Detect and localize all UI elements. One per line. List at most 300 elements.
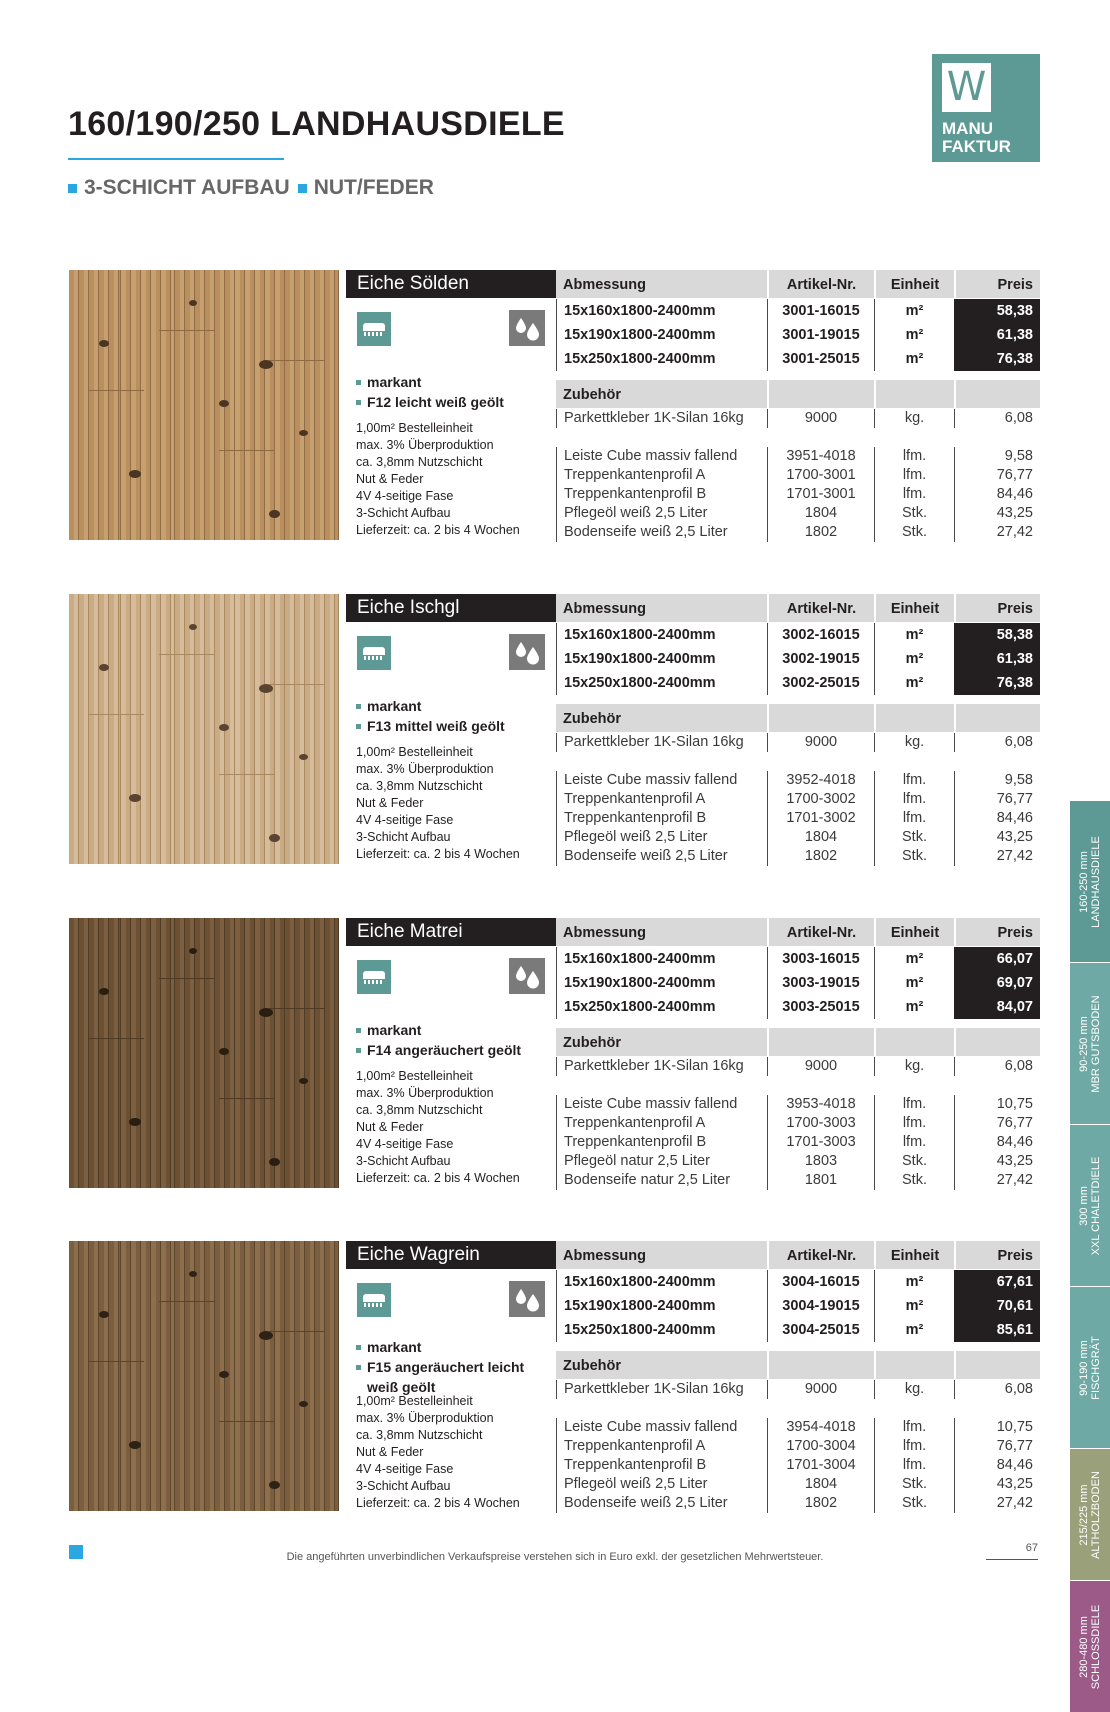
- accessory-name-cell: Pflegeöl weiß 2,5 Liter: [556, 1475, 767, 1494]
- col-price-header: Preis: [954, 918, 1040, 946]
- drop-shape: [516, 642, 526, 657]
- dimension-row: [556, 323, 1040, 347]
- dimension-row: [556, 995, 1040, 1019]
- accessories-header: [556, 1351, 1040, 1379]
- sidetab-mbr-gutsboden[interactable]: [1070, 962, 1110, 1124]
- brush-bristles: [364, 332, 384, 336]
- sidetab-title: ALTHOLZBODEN: [1090, 1470, 1102, 1559]
- accessory-row: [556, 409, 1040, 428]
- accessory-article-cell: 1701-3003: [767, 1133, 874, 1152]
- accessory-row: [556, 1095, 1040, 1114]
- accessory-unit-cell: lfm.: [874, 1095, 954, 1114]
- plank-seam: [219, 1421, 274, 1422]
- accessory-row: [556, 485, 1040, 504]
- wood-knot: [99, 664, 109, 671]
- unit-cell: m²: [874, 623, 954, 647]
- accessory-name-cell: Leiste Cube massiv fallend: [556, 771, 767, 790]
- drops-svg: [509, 310, 545, 346]
- product-specs: [356, 744, 556, 863]
- spec-line: max. 3% Überproduktion: [356, 1086, 494, 1100]
- accessory-price-cell: 84,46: [954, 1456, 1040, 1475]
- wood-plank: [121, 270, 175, 540]
- accessory-article-cell: 9000: [767, 733, 874, 752]
- drop-shape: [516, 318, 526, 333]
- wood-knot: [259, 1331, 273, 1340]
- spec-line: ca. 3,8mm Nutzschicht: [356, 1428, 483, 1442]
- accessory-article-cell: 3954-4018: [767, 1418, 874, 1437]
- unit-cell: m²: [874, 347, 954, 371]
- col-dimension-header: Abmessung: [563, 1248, 646, 1264]
- price-cell: 61,38: [954, 323, 1040, 347]
- accessory-price-cell: 76,77: [954, 1437, 1040, 1456]
- accessory-unit-cell: Stk.: [874, 1152, 954, 1171]
- page-subtitle: [68, 176, 434, 200]
- accessories-blank: [874, 1351, 954, 1379]
- accessories-label: Zubehör: [563, 1035, 621, 1051]
- accessory-price-cell: 43,25: [954, 504, 1040, 523]
- table-header: [556, 270, 1040, 298]
- spec-line: Lieferzeit: ca. 2 bis 4 Wochen: [356, 523, 520, 537]
- accessory-article-cell: 1804: [767, 504, 874, 523]
- col-unit-header: Einheit: [874, 270, 954, 298]
- wood-knot: [269, 834, 280, 842]
- sidetab-xxl-chaletdiele[interactable]: [1070, 1124, 1110, 1286]
- accessory-row: [556, 1114, 1040, 1133]
- unit-cell: m²: [874, 947, 954, 971]
- page-title: 160/190/250 LANDHAUSDIELE: [68, 105, 565, 143]
- price-cell: 84,07: [954, 995, 1040, 1019]
- price-cell: 61,38: [954, 647, 1040, 671]
- plank-seam: [219, 774, 274, 775]
- accessory-name-cell: Treppenkantenprofil B: [556, 485, 767, 504]
- article-cell: 3001-25015: [767, 347, 874, 371]
- spec-line: 1,00m² Bestelleinheit: [356, 421, 473, 435]
- product-specs: [356, 1393, 556, 1512]
- accessory-price-cell: 10,75: [954, 1095, 1040, 1114]
- page-number: 67: [1025, 1542, 1038, 1554]
- product-block: [69, 918, 1040, 1190]
- dimension-cell: 15x160x1800-2400mm: [556, 1270, 767, 1294]
- spec-line: Nut & Feder: [356, 1445, 424, 1459]
- accessory-name-cell: Treppenkantenprofil A: [556, 790, 767, 809]
- article-cell: 3003-16015: [767, 947, 874, 971]
- col-dimension-header: Abmessung: [563, 925, 646, 941]
- col-price-header: Preis: [954, 270, 1040, 298]
- accessory-name-cell: Parkettkleber 1K-Silan 16kg: [556, 1380, 767, 1399]
- unit-cell: m²: [874, 671, 954, 695]
- wood-plank: [69, 918, 121, 1188]
- sidetab-label: [1078, 1604, 1102, 1688]
- accessory-price-cell: 43,25: [954, 1152, 1040, 1171]
- col-unit-header: Einheit: [874, 918, 954, 946]
- drop-shape: [527, 1294, 539, 1312]
- accessory-name-cell: Treppenkantenprofil B: [556, 1456, 767, 1475]
- article-cell: 3003-19015: [767, 971, 874, 995]
- product-features: [356, 1020, 556, 1060]
- col-price-header: Preis: [954, 1241, 1040, 1269]
- oil-drops-icon: [509, 1281, 545, 1317]
- accessory-row: [556, 1418, 1040, 1437]
- spec-line: max. 3% Überproduktion: [356, 1411, 494, 1425]
- accessory-row: [556, 790, 1040, 809]
- accessory-unit-cell: kg.: [874, 1380, 954, 1399]
- price-cell: 69,07: [954, 971, 1040, 995]
- dimension-cell: 15x160x1800-2400mm: [556, 623, 767, 647]
- product-block: [69, 270, 1040, 542]
- wood-plank: [69, 1241, 121, 1511]
- sidetab-landhausdiele[interactable]: [1070, 800, 1110, 962]
- accessories-label: Zubehör: [563, 1358, 621, 1374]
- wood-knot: [259, 684, 273, 693]
- accessory-unit-cell: lfm.: [874, 466, 954, 485]
- spec-line: 1,00m² Bestelleinheit: [356, 1069, 473, 1083]
- spec-line: 4V 4-seitige Fase: [356, 1462, 454, 1476]
- sidetab-title: SCHLOSSDIELE: [1090, 1604, 1102, 1689]
- wood-knot: [189, 624, 197, 630]
- col-unit-header: Einheit: [874, 1241, 954, 1269]
- sidetab-size: 300 mm: [1078, 1185, 1090, 1226]
- accessory-price-cell: 84,46: [954, 485, 1040, 504]
- product-photo: [69, 270, 339, 540]
- spec-line: Nut & Feder: [356, 1120, 424, 1134]
- accessory-price-cell: 27,42: [954, 523, 1040, 542]
- feature-bullet: markant: [356, 1020, 556, 1040]
- dimension-row: [556, 299, 1040, 323]
- wood-plank: [69, 270, 121, 540]
- wood-knot: [269, 1158, 280, 1166]
- product-name: Eiche Matrei: [346, 918, 556, 946]
- accessories-blank: [954, 704, 1040, 732]
- accessory-unit-cell: Stk.: [874, 523, 954, 542]
- accessory-price-cell: 27,42: [954, 1171, 1040, 1190]
- drops-svg: [509, 958, 545, 994]
- accessory-row: [556, 771, 1040, 790]
- accessory-row: [556, 809, 1040, 828]
- accessory-price-cell: 10,75: [954, 1418, 1040, 1437]
- accessory-price-cell: 76,77: [954, 790, 1040, 809]
- drops-svg: [509, 1281, 545, 1317]
- accessory-row: [556, 504, 1040, 523]
- col-dimension-header: Abmessung: [563, 601, 646, 617]
- plank-seam: [269, 1008, 324, 1009]
- accessory-row: [556, 1380, 1040, 1399]
- accessory-price-cell: 84,46: [954, 1133, 1040, 1152]
- accessory-name-cell: Treppenkantenprofil A: [556, 1437, 767, 1456]
- unit-cell: m²: [874, 299, 954, 323]
- accessory-article-cell: 1701-3002: [767, 809, 874, 828]
- accessory-article-cell: 3953-4018: [767, 1095, 874, 1114]
- dimension-row: [556, 671, 1040, 695]
- accessory-unit-cell: lfm.: [874, 771, 954, 790]
- accessory-article-cell: 1802: [767, 847, 874, 866]
- accessory-article-cell: 1700-3004: [767, 1437, 874, 1456]
- plank-seam: [159, 978, 214, 979]
- accessory-article-cell: 9000: [767, 409, 874, 428]
- accessories-label: Zubehör: [563, 711, 621, 727]
- price-cell: 70,61: [954, 1294, 1040, 1318]
- accessory-unit-cell: lfm.: [874, 809, 954, 828]
- accessory-row: [556, 1475, 1040, 1494]
- accessory-article-cell: 1803: [767, 1152, 874, 1171]
- oil-drops-icon: [509, 310, 545, 346]
- accessory-price-cell: 9,58: [954, 771, 1040, 790]
- accessory-unit-cell: lfm.: [874, 447, 954, 466]
- spec-line: Lieferzeit: ca. 2 bis 4 Wochen: [356, 847, 520, 861]
- accessory-row: [556, 733, 1040, 752]
- spec-line: 4V 4-seitige Fase: [356, 813, 454, 827]
- sidetab-title: FISCHGRÄT: [1090, 1335, 1102, 1400]
- subtitle-construction: 3-SCHICHT AUFBAU: [84, 176, 290, 199]
- brush-icon: [357, 312, 391, 346]
- col-article-header: Artikel-Nr.: [767, 594, 874, 622]
- dimension-row: [556, 947, 1040, 971]
- accessory-unit-cell: Stk.: [874, 1171, 954, 1190]
- dimension-cell: 15x190x1800-2400mm: [556, 647, 767, 671]
- dimension-row: [556, 1318, 1040, 1342]
- accessory-price-cell: 6,08: [954, 1057, 1040, 1076]
- accessory-unit-cell: Stk.: [874, 828, 954, 847]
- accessory-unit-cell: Stk.: [874, 1475, 954, 1494]
- spec-line: max. 3% Überproduktion: [356, 438, 494, 452]
- accessory-unit-cell: kg.: [874, 409, 954, 428]
- accessory-price-cell: 43,25: [954, 828, 1040, 847]
- accessory-article-cell: 1801: [767, 1171, 874, 1190]
- spec-line: ca. 3,8mm Nutzschicht: [356, 455, 483, 469]
- accessory-row: [556, 1133, 1040, 1152]
- drop-shape: [516, 966, 526, 981]
- accessory-name-cell: Treppenkantenprofil B: [556, 1133, 767, 1152]
- dimension-cell: 15x250x1800-2400mm: [556, 995, 767, 1019]
- wood-knot: [269, 510, 280, 518]
- accessory-unit-cell: Stk.: [874, 1494, 954, 1513]
- wood-knot: [99, 340, 109, 347]
- accessory-row: [556, 1171, 1040, 1190]
- sidetab-size: 160-250 mm: [1078, 850, 1090, 913]
- article-cell: 3002-19015: [767, 647, 874, 671]
- accessory-row: [556, 447, 1040, 466]
- logo-mark-icon: W: [942, 63, 991, 112]
- accessory-name-cell: Bodenseife weiß 2,5 Liter: [556, 847, 767, 866]
- wood-knot: [189, 1271, 197, 1277]
- sidetab-title: XXL CHALETDIELE: [1090, 1156, 1102, 1255]
- wood-knot: [129, 794, 141, 802]
- brush-icon: [357, 636, 391, 670]
- accessory-name-cell: Treppenkantenprofil A: [556, 466, 767, 485]
- product-photo: [69, 1241, 339, 1511]
- wood-plank: [69, 594, 121, 864]
- wood-knot: [219, 724, 229, 731]
- bullet-square-icon: [68, 184, 77, 193]
- drop-shape: [527, 971, 539, 989]
- accessory-article-cell: 1802: [767, 1494, 874, 1513]
- plank-seam: [89, 390, 144, 391]
- col-unit-header: Einheit: [874, 594, 954, 622]
- accessory-unit-cell: lfm.: [874, 1114, 954, 1133]
- spec-line: 3-Schicht Aufbau: [356, 506, 451, 520]
- accessories-blank: [874, 380, 954, 408]
- wood-plank: [285, 270, 339, 540]
- table-header: [556, 594, 1040, 622]
- spec-line: ca. 3,8mm Nutzschicht: [356, 779, 483, 793]
- spec-line: 3-Schicht Aufbau: [356, 1479, 451, 1493]
- feature-bullet: F15 angeräuchert leicht weiß geölt: [356, 1357, 556, 1397]
- accessory-article-cell: 1701-3001: [767, 485, 874, 504]
- product-photo: [69, 594, 339, 864]
- page-number-rule: [986, 1559, 1038, 1560]
- price-cell: 67,61: [954, 1270, 1040, 1294]
- article-cell: 3003-25015: [767, 995, 874, 1019]
- accessory-unit-cell: kg.: [874, 733, 954, 752]
- feature-bullet: F14 angeräuchert geölt: [356, 1040, 556, 1060]
- wood-plank: [121, 918, 175, 1188]
- unit-cell: m²: [874, 1318, 954, 1342]
- product-photo: [69, 918, 339, 1188]
- accessory-price-cell: 43,25: [954, 1475, 1040, 1494]
- unit-cell: m²: [874, 1270, 954, 1294]
- subtitle-joint: NUT/FEDER: [313, 176, 434, 199]
- accessories-header: [556, 704, 1040, 732]
- accessory-price-cell: 6,08: [954, 409, 1040, 428]
- sidetab-size: 90-190 mm: [1078, 1339, 1090, 1396]
- accessory-row: [556, 828, 1040, 847]
- article-cell: 3001-16015: [767, 299, 874, 323]
- sidetab-schlossdiele[interactable]: [1070, 1580, 1110, 1712]
- brush-bristles: [364, 980, 384, 984]
- title-underline: [68, 158, 284, 160]
- wood-knot: [99, 988, 109, 995]
- product-name: Eiche Wagrein: [346, 1241, 556, 1269]
- wood-plank: [235, 594, 285, 864]
- accessory-article-cell: 1700-3002: [767, 790, 874, 809]
- dimension-cell: 15x190x1800-2400mm: [556, 323, 767, 347]
- accessory-price-cell: 76,77: [954, 466, 1040, 485]
- wood-knot: [219, 400, 229, 407]
- dimension-row: [556, 1270, 1040, 1294]
- dimension-cell: 15x160x1800-2400mm: [556, 299, 767, 323]
- col-article-header: Artikel-Nr.: [767, 918, 874, 946]
- accessory-row: [556, 1152, 1040, 1171]
- drop-shape: [527, 323, 539, 341]
- accessory-unit-cell: lfm.: [874, 790, 954, 809]
- drop-shape: [527, 647, 539, 665]
- price-cell: 66,07: [954, 947, 1040, 971]
- wood-knot: [269, 1481, 280, 1489]
- plank-seam: [159, 330, 214, 331]
- feature-bullet: F12 leicht weiß geölt: [356, 392, 556, 412]
- accessory-price-cell: 84,46: [954, 809, 1040, 828]
- accessories-blank: [954, 1028, 1040, 1056]
- unit-cell: m²: [874, 1294, 954, 1318]
- accessory-name-cell: Bodenseife weiß 2,5 Liter: [556, 1494, 767, 1513]
- accessory-article-cell: 9000: [767, 1057, 874, 1076]
- article-cell: 3004-19015: [767, 1294, 874, 1318]
- wood-plank: [235, 918, 285, 1188]
- price-cell: 58,38: [954, 299, 1040, 323]
- plank-seam: [89, 714, 144, 715]
- feature-bullet: F13 mittel weiß geölt: [356, 716, 556, 736]
- accessory-name-cell: Pflegeöl natur 2,5 Liter: [556, 1152, 767, 1171]
- product-specs: [356, 420, 556, 539]
- accessory-article-cell: 1804: [767, 1475, 874, 1494]
- accessory-name-cell: Leiste Cube massiv fallend: [556, 1095, 767, 1114]
- spec-line: 3-Schicht Aufbau: [356, 1154, 451, 1168]
- accessory-name-cell: Treppenkantenprofil B: [556, 809, 767, 828]
- accessory-name-cell: Leiste Cube massiv fallend: [556, 1418, 767, 1437]
- wood-knot: [299, 1078, 308, 1084]
- article-cell: 3004-16015: [767, 1270, 874, 1294]
- feature-bullet: markant: [356, 372, 556, 392]
- spec-line: ca. 3,8mm Nutzschicht: [356, 1103, 483, 1117]
- dimension-cell: 15x250x1800-2400mm: [556, 1318, 767, 1342]
- dimension-cell: 15x190x1800-2400mm: [556, 1294, 767, 1318]
- brush-icon: [357, 1283, 391, 1317]
- col-article-header: Artikel-Nr.: [767, 270, 874, 298]
- plank-seam: [89, 1038, 144, 1039]
- plank-seam: [89, 1361, 144, 1362]
- price-cell: 76,38: [954, 347, 1040, 371]
- spec-line: 4V 4-seitige Fase: [356, 489, 454, 503]
- col-article-header: Artikel-Nr.: [767, 1241, 874, 1269]
- accessory-article-cell: 1804: [767, 828, 874, 847]
- accessory-row: [556, 523, 1040, 542]
- plank-seam: [159, 654, 214, 655]
- accessory-row: [556, 1456, 1040, 1475]
- wood-knot: [129, 1441, 141, 1449]
- dimension-row: [556, 971, 1040, 995]
- col-dimension-header: Abmessung: [563, 277, 646, 293]
- dimension-row: [556, 647, 1040, 671]
- accessory-row: [556, 1494, 1040, 1513]
- dimension-row: [556, 623, 1040, 647]
- accessories-blank: [954, 1351, 1040, 1379]
- plank-seam: [269, 684, 324, 685]
- accessory-row: [556, 1437, 1040, 1456]
- product-name: Eiche Sölden: [346, 270, 556, 298]
- accessory-row: [556, 1057, 1040, 1076]
- accessory-row: [556, 466, 1040, 485]
- manufaktur-logo: [932, 54, 1040, 162]
- accessory-unit-cell: Stk.: [874, 847, 954, 866]
- accessories-header: [556, 380, 1040, 408]
- logo-wordmark: MANU FAKTUR: [942, 119, 1011, 156]
- brush-head: [363, 1294, 385, 1302]
- sidetab-size: 280-480 mm: [1078, 1615, 1090, 1678]
- feature-bullet: markant: [356, 1337, 556, 1357]
- article-cell: 3002-25015: [767, 671, 874, 695]
- accessory-name-cell: Bodenseife natur 2,5 Liter: [556, 1171, 767, 1190]
- wood-knot: [219, 1371, 229, 1378]
- accessory-price-cell: 27,42: [954, 1494, 1040, 1513]
- plank-seam: [219, 450, 274, 451]
- accessory-name-cell: Pflegeöl weiß 2,5 Liter: [556, 504, 767, 523]
- article-cell: 3002-16015: [767, 623, 874, 647]
- plank-seam: [219, 1098, 274, 1099]
- brush-head: [363, 647, 385, 655]
- price-cell: 58,38: [954, 623, 1040, 647]
- sidetab-fischgr-t[interactable]: [1070, 1286, 1110, 1448]
- col-price-header: Preis: [954, 594, 1040, 622]
- accessory-unit-cell: lfm.: [874, 485, 954, 504]
- accessory-name-cell: Parkettkleber 1K-Silan 16kg: [556, 1057, 767, 1076]
- wood-knot: [259, 1008, 273, 1017]
- spec-line: Nut & Feder: [356, 472, 424, 486]
- wood-plank: [285, 594, 339, 864]
- wood-knot: [129, 470, 141, 478]
- product-block: [69, 594, 1040, 866]
- accessories-header: [556, 1028, 1040, 1056]
- product-block: [69, 1241, 1040, 1513]
- sidetab-size: 215/225 mm: [1078, 1483, 1090, 1546]
